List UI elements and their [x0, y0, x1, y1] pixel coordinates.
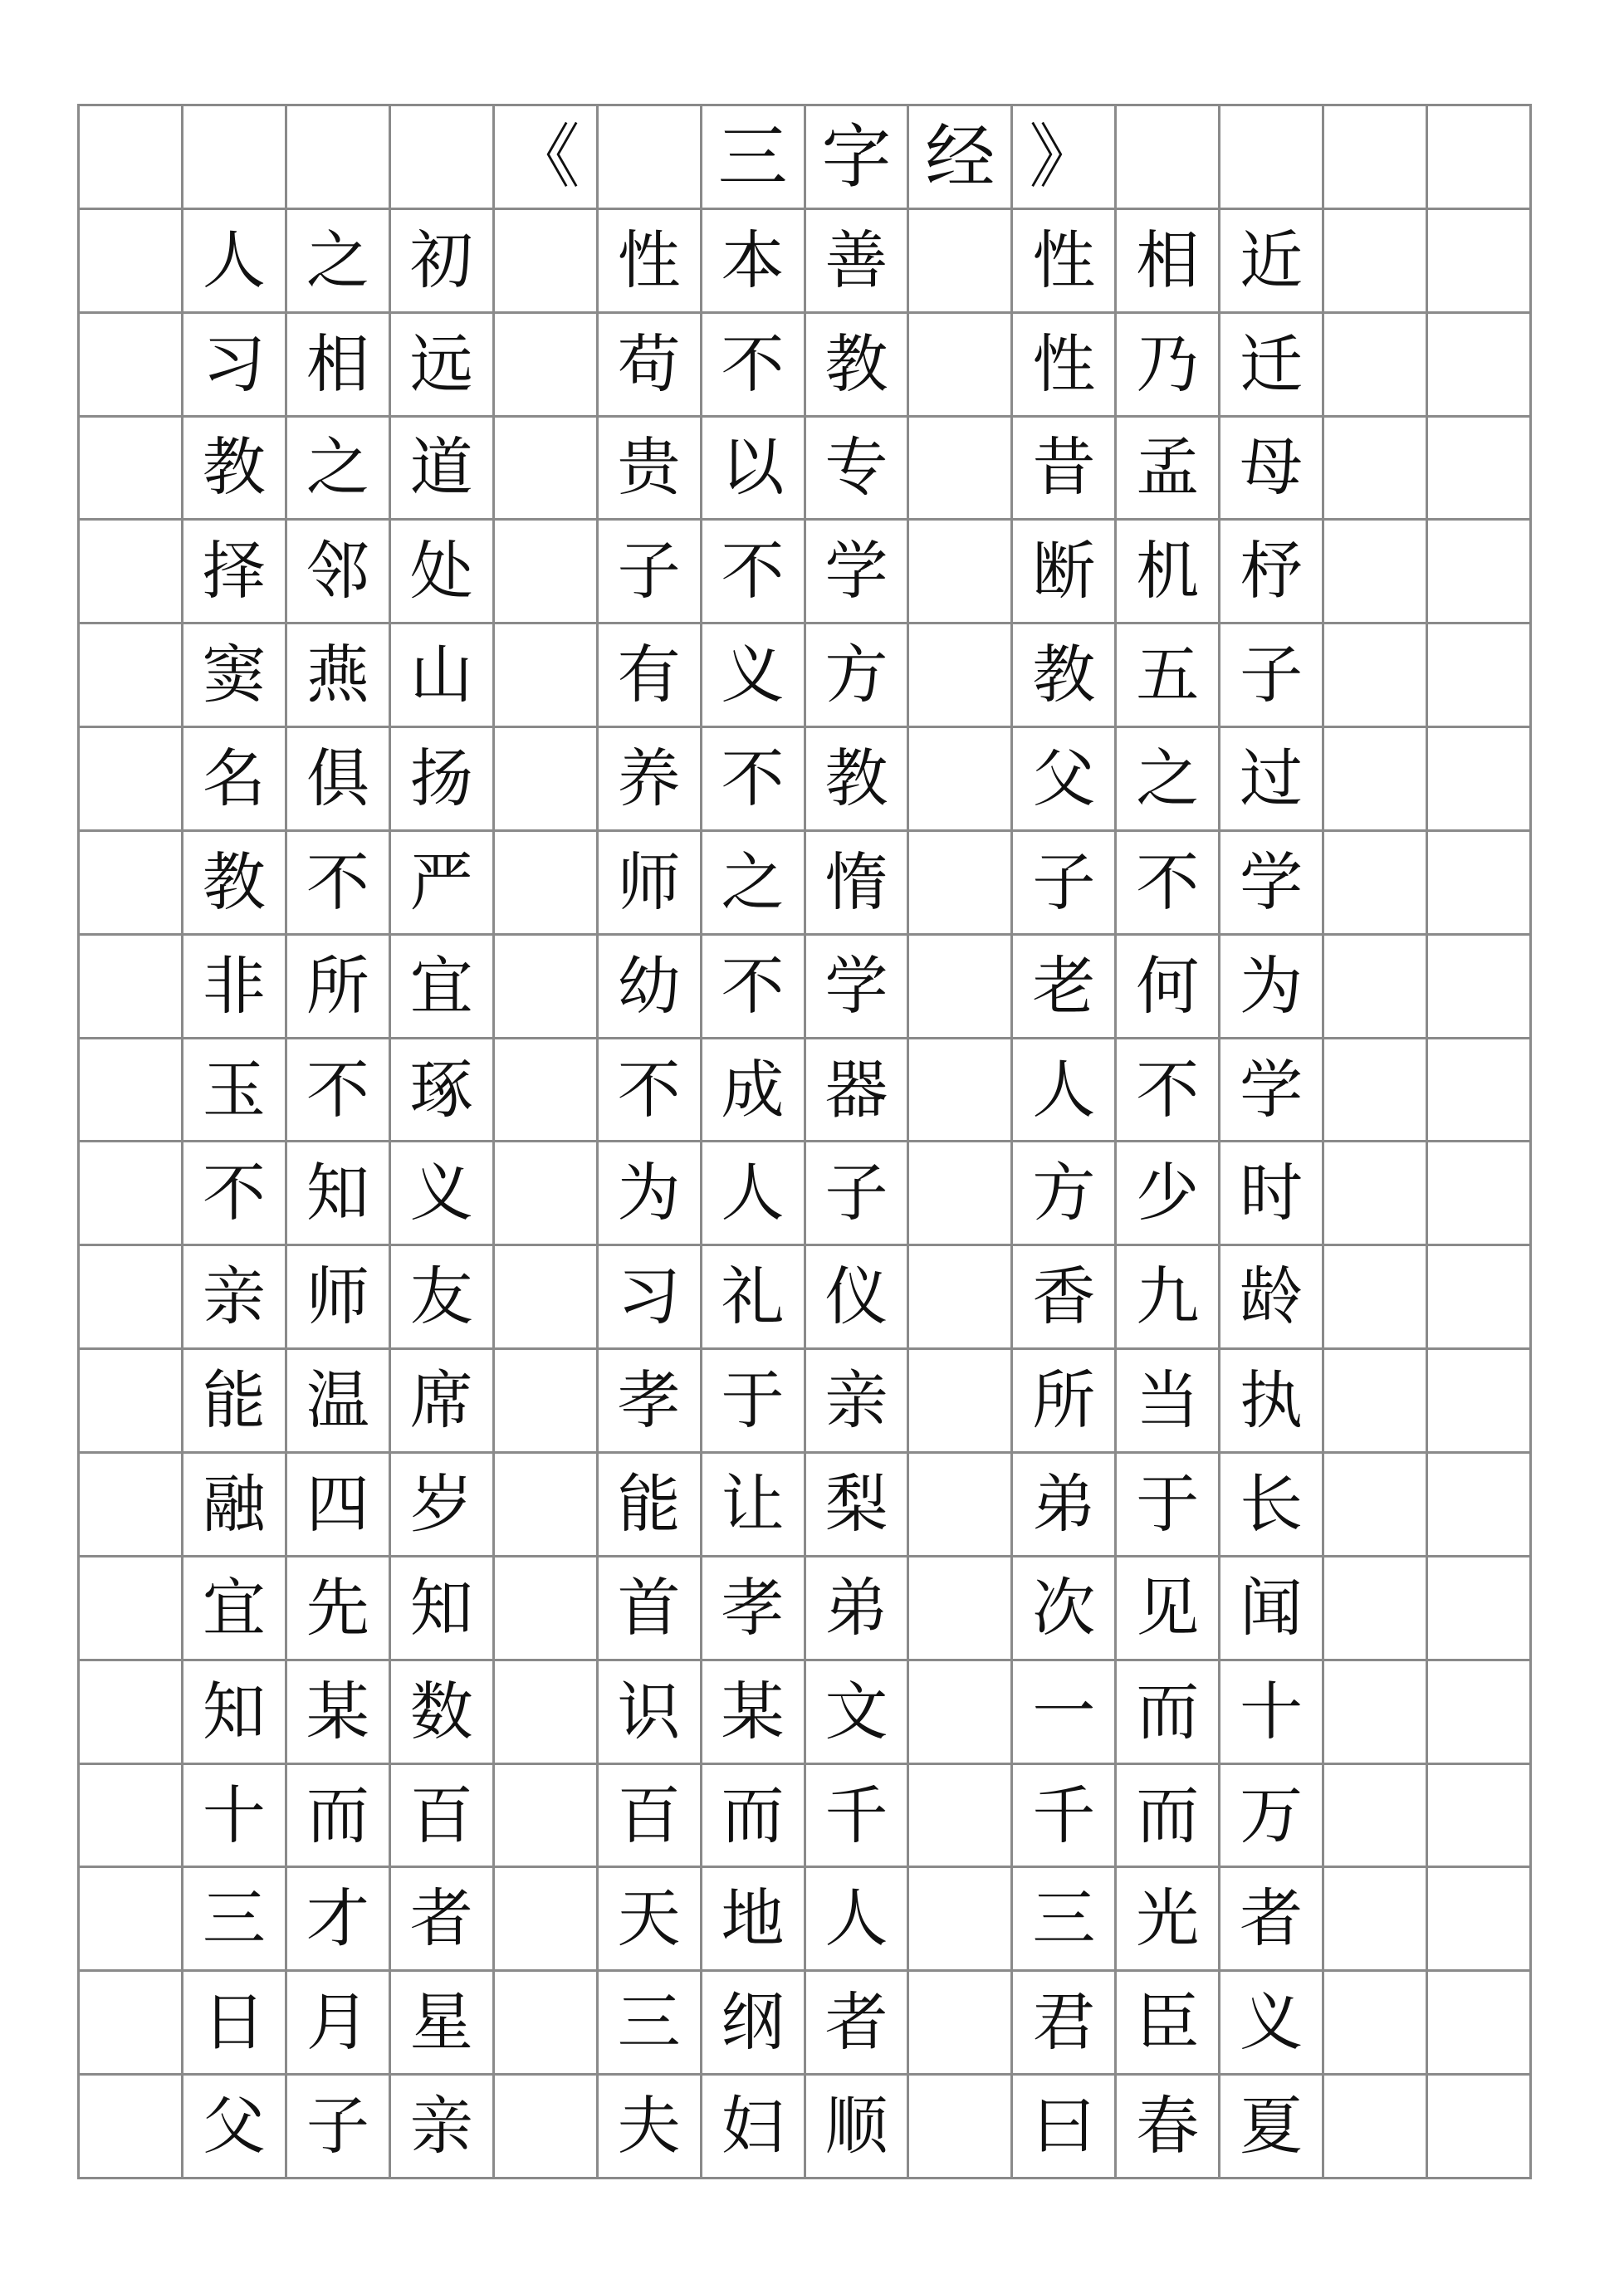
- verse-char: 次: [1010, 1555, 1114, 1659]
- verse-char: 玉: [181, 1037, 285, 1141]
- grid-cell-empty: [907, 415, 1010, 519]
- verse-char: 孟: [1114, 415, 1218, 519]
- grid-cell-empty: [1322, 829, 1426, 933]
- grid-cell-empty: [907, 1347, 1010, 1451]
- verse-char: 弟: [1010, 1451, 1114, 1555]
- verse-char: 专: [804, 415, 907, 519]
- verse-char: 子: [596, 518, 700, 622]
- verse-char: 严: [389, 829, 492, 933]
- verse-char: 贵: [596, 415, 700, 519]
- verse-char: 成: [700, 1037, 804, 1141]
- verse-char: 亲: [181, 1244, 285, 1347]
- verse-char: 人: [700, 1140, 804, 1244]
- title-close-bracket: 》: [1010, 104, 1114, 208]
- verse-char: 教: [181, 415, 285, 519]
- verse-char: 一: [1010, 1659, 1114, 1763]
- grid-cell-empty: [1426, 1037, 1529, 1141]
- grid-cell-empty: [907, 1659, 1010, 1763]
- grid-cell-empty: [907, 311, 1010, 415]
- verse-char: 母: [1218, 415, 1322, 519]
- grid-cell-empty: [1322, 1763, 1426, 1866]
- grid-cell-empty: [492, 415, 596, 519]
- verse-char: 百: [596, 1763, 700, 1866]
- verse-char: 之: [700, 829, 804, 933]
- grid-cell-empty: [1426, 1969, 1529, 2073]
- verse-char: 学: [804, 933, 907, 1037]
- grid-cell-empty: [1426, 1866, 1529, 1969]
- verse-char: 以: [700, 415, 804, 519]
- grid-cell-empty: [77, 1244, 181, 1347]
- verse-char: 人: [1010, 1037, 1114, 1141]
- verse-char: 习: [181, 311, 285, 415]
- verse-char: 名: [181, 726, 285, 829]
- verse-char: 见: [1114, 1555, 1218, 1659]
- verse-char: 父: [1010, 726, 1114, 829]
- grid-cell-empty: [492, 1347, 596, 1451]
- verse-char: 近: [1218, 208, 1322, 311]
- verse-char: 当: [1114, 1347, 1218, 1451]
- verse-char: 识: [596, 1659, 700, 1763]
- verse-char: 器: [804, 1037, 907, 1141]
- grid-cell-empty: [1426, 104, 1529, 208]
- verse-char: 窦: [181, 622, 285, 726]
- grid-cell-empty: [907, 1969, 1010, 2073]
- verse-char: 月: [285, 1969, 389, 2073]
- verse-char: 不: [596, 1037, 700, 1141]
- grid-cell-empty: [492, 622, 596, 726]
- verse-char: 所: [285, 933, 389, 1037]
- verse-char: 义: [389, 1140, 492, 1244]
- grid-cell-empty: [907, 1140, 1010, 1244]
- grid-cell-empty: [1322, 726, 1426, 829]
- verse-char: 苟: [596, 311, 700, 415]
- grid-cell-empty: [907, 2073, 1010, 2177]
- verse-char: 惰: [804, 829, 907, 933]
- verse-char: 不: [1114, 1037, 1218, 1141]
- verse-char: 本: [700, 208, 804, 311]
- verse-char: 龄: [1218, 1244, 1322, 1347]
- verse-char: 知: [389, 1555, 492, 1659]
- verse-char: 燕: [285, 622, 389, 726]
- grid-cell-empty: [77, 208, 181, 311]
- grid-cell-empty: [77, 622, 181, 726]
- verse-char: 岁: [389, 1451, 492, 1555]
- grid-cell-empty: [1114, 104, 1218, 208]
- grid-cell-empty: [1322, 518, 1426, 622]
- verse-char: 首: [596, 1555, 700, 1659]
- verse-char: 何: [1114, 933, 1218, 1037]
- verse-char: 某: [285, 1659, 389, 1763]
- grid-cell-empty: [77, 1037, 181, 1141]
- grid-cell-empty: [907, 1866, 1010, 1969]
- grid-cell-empty: [1322, 415, 1426, 519]
- verse-char: 孝: [700, 1555, 804, 1659]
- verse-char: 杼: [1218, 518, 1322, 622]
- verse-char: 十: [181, 1763, 285, 1866]
- verse-char: 不: [285, 1037, 389, 1141]
- verse-char: 方: [804, 622, 907, 726]
- verse-char: 三: [596, 1969, 700, 2073]
- verse-char: 不: [181, 1140, 285, 1244]
- verse-char: 邻: [285, 518, 389, 622]
- grid-cell-empty: [1426, 1659, 1529, 1763]
- grid-cell-empty: [181, 104, 285, 208]
- grid-cell-empty: [907, 208, 1010, 311]
- grid-cell-empty: [1426, 415, 1529, 519]
- grid-cell-empty: [77, 1866, 181, 1969]
- grid-cell-empty: [1426, 1244, 1529, 1347]
- verse-char: 温: [285, 1347, 389, 1451]
- verse-char: 十: [1218, 1659, 1322, 1763]
- grid-cell-empty: [1322, 1347, 1426, 1451]
- verse-char: 俱: [285, 726, 389, 829]
- verse-char: 夫: [596, 2073, 700, 2177]
- grid-cell-empty: [1322, 1969, 1426, 2073]
- grid-cell-empty: [1322, 1037, 1426, 1141]
- verse-char: 四: [285, 1451, 389, 1555]
- grid-cell-empty: [77, 1763, 181, 1866]
- grid-cell-empty: [1426, 2073, 1529, 2177]
- verse-char: 性: [1010, 311, 1114, 415]
- verse-char: 九: [1114, 1244, 1218, 1347]
- verse-char: 顺: [804, 2073, 907, 2177]
- verse-char: 文: [804, 1659, 907, 1763]
- verse-char: 性: [596, 208, 700, 311]
- verse-char: 百: [389, 1763, 492, 1866]
- grid-cell-empty: [1322, 1140, 1426, 1244]
- verse-char: 不: [700, 933, 804, 1037]
- grid-cell-empty: [1322, 2073, 1426, 2177]
- verse-char: 父: [181, 2073, 285, 2177]
- verse-char: 孝: [596, 1347, 700, 1451]
- verse-char: 不: [700, 726, 804, 829]
- grid-cell-empty: [1322, 104, 1426, 208]
- grid-cell-empty: [77, 1347, 181, 1451]
- verse-char: 臣: [1114, 1969, 1218, 2073]
- grid-cell-empty: [492, 208, 596, 311]
- verse-char: 日: [181, 1969, 285, 2073]
- verse-char: 学: [804, 518, 907, 622]
- verse-char: 夏: [1218, 2073, 1322, 2177]
- verse-char: 子: [285, 2073, 389, 2177]
- verse-char: 宜: [389, 933, 492, 1037]
- verse-char: 教: [804, 311, 907, 415]
- grid-cell-empty: [285, 104, 389, 208]
- grid-cell-empty: [77, 2073, 181, 2177]
- verse-char: 于: [700, 1347, 804, 1451]
- verse-char: 香: [1010, 1244, 1114, 1347]
- grid-cell-empty: [77, 104, 181, 208]
- verse-char: 知: [181, 1659, 285, 1763]
- grid-cell-empty: [77, 1451, 181, 1555]
- verse-char: 义: [1218, 1969, 1322, 2073]
- grid-cell-empty: [77, 829, 181, 933]
- verse-char: 能: [596, 1451, 700, 1555]
- verse-char: 而: [1114, 1659, 1218, 1763]
- verse-char: 相: [1114, 208, 1218, 311]
- verse-char: 方: [1010, 1140, 1114, 1244]
- verse-char: 为: [596, 1140, 700, 1244]
- verse-char: 处: [389, 518, 492, 622]
- grid-cell-empty: [907, 518, 1010, 622]
- grid-cell-empty: [1218, 104, 1322, 208]
- grid-cell-empty: [492, 311, 596, 415]
- verse-char: 而: [1114, 1763, 1218, 1866]
- verse-char: 子: [1010, 829, 1114, 933]
- verse-char: 不: [700, 311, 804, 415]
- verse-char: 择: [181, 518, 285, 622]
- verse-char: 千: [804, 1763, 907, 1866]
- grid-cell-empty: [1322, 1555, 1426, 1659]
- grid-cell-empty: [1426, 518, 1529, 622]
- grid-cell-empty: [1426, 1763, 1529, 1866]
- grid-cell-empty: [1322, 311, 1426, 415]
- grid-cell-empty: [1322, 1244, 1426, 1347]
- verse-char: 学: [1218, 1037, 1322, 1141]
- verse-char: 之: [1114, 726, 1218, 829]
- grid-cell-empty: [77, 1659, 181, 1763]
- verse-char: 礼: [700, 1244, 804, 1347]
- verse-char: 而: [700, 1763, 804, 1866]
- title-char: 三: [700, 104, 804, 208]
- grid-cell-empty: [907, 622, 1010, 726]
- grid-cell-empty: [492, 1866, 596, 1969]
- grid-cell-empty: [907, 933, 1010, 1037]
- verse-char: 者: [389, 1866, 492, 1969]
- verse-char: 子: [804, 1140, 907, 1244]
- verse-char: 万: [1218, 1763, 1322, 1866]
- verse-char: 三: [1010, 1866, 1114, 1969]
- verse-char: 千: [1010, 1763, 1114, 1866]
- verse-char: 席: [389, 1347, 492, 1451]
- verse-char: 养: [596, 726, 700, 829]
- grid-cell-empty: [1322, 622, 1426, 726]
- grid-cell-empty: [77, 1555, 181, 1659]
- grid-cell-empty: [77, 518, 181, 622]
- grid-cell-empty: [492, 1763, 596, 1866]
- verse-char: 非: [181, 933, 285, 1037]
- verse-char: 远: [389, 311, 492, 415]
- verse-char: 相: [285, 311, 389, 415]
- verse-char: 春: [1114, 2073, 1218, 2177]
- verse-char: 星: [389, 1969, 492, 2073]
- verse-char: 道: [389, 415, 492, 519]
- verse-char: 不: [700, 518, 804, 622]
- grid-cell-empty: [907, 1244, 1010, 1347]
- verse-char: 不: [1114, 829, 1218, 933]
- verse-char: 弟: [804, 1555, 907, 1659]
- verse-char: 于: [1114, 1451, 1218, 1555]
- grid-cell-empty: [492, 1451, 596, 1555]
- verse-char: 而: [285, 1763, 389, 1866]
- verse-char: 三: [181, 1866, 285, 1969]
- grid-cell-empty: [1322, 1451, 1426, 1555]
- grid-cell-empty: [77, 1140, 181, 1244]
- verse-char: 融: [181, 1451, 285, 1555]
- grid-cell-empty: [492, 829, 596, 933]
- verse-char: 师: [596, 829, 700, 933]
- title-open-bracket: 《: [492, 104, 596, 208]
- grid-cell-empty: [907, 1555, 1010, 1659]
- verse-char: 之: [285, 415, 389, 519]
- verse-char: 知: [285, 1140, 389, 1244]
- title-char: 字: [804, 104, 907, 208]
- verse-char: 断: [1010, 518, 1114, 622]
- grid-cell-empty: [492, 1140, 596, 1244]
- grid-cell-empty: [492, 1659, 596, 1763]
- verse-char: 师: [285, 1244, 389, 1347]
- verse-char: 老: [1010, 933, 1114, 1037]
- verse-char: 扬: [389, 726, 492, 829]
- verse-char: 妇: [700, 2073, 804, 2177]
- grid-cell-empty: [1426, 1347, 1529, 1451]
- grid-cell-empty: [492, 933, 596, 1037]
- verse-char: 教: [181, 829, 285, 933]
- verse-char: 某: [700, 1659, 804, 1763]
- verse-char: 人: [181, 208, 285, 311]
- verse-char: 学: [1218, 829, 1322, 933]
- verse-char: 光: [1114, 1866, 1218, 1969]
- verse-char: 山: [389, 622, 492, 726]
- grid-cell-empty: [907, 1037, 1010, 1141]
- grid-cell-empty: [1322, 208, 1426, 311]
- grid-cell-empty: [77, 726, 181, 829]
- verse-char: 才: [285, 1866, 389, 1969]
- verse-char: 五: [1114, 622, 1218, 726]
- verse-char: 长: [1218, 1451, 1322, 1555]
- verse-char: 所: [1010, 1347, 1114, 1451]
- grid-cell-empty: [77, 415, 181, 519]
- verse-char: 先: [285, 1555, 389, 1659]
- verse-char: 教: [1010, 622, 1114, 726]
- verse-char: 能: [181, 1347, 285, 1451]
- grid-cell-empty: [492, 1244, 596, 1347]
- grid-cell-empty: [907, 726, 1010, 829]
- verse-char: 少: [1114, 1140, 1218, 1244]
- verse-char: 宜: [181, 1555, 285, 1659]
- grid-cell-empty: [907, 1451, 1010, 1555]
- title-char: 经: [907, 104, 1010, 208]
- grid-cell-empty: [1426, 933, 1529, 1037]
- grid-cell-empty: [1426, 829, 1529, 933]
- verse-char: 执: [1218, 1347, 1322, 1451]
- verse-char: 子: [1218, 622, 1322, 726]
- grid-cell-empty: [389, 104, 492, 208]
- grid-cell-empty: [77, 311, 181, 415]
- verse-char: 者: [1218, 1866, 1322, 1969]
- verse-char: 曰: [1010, 2073, 1114, 2177]
- grid-cell-empty: [1322, 1659, 1426, 1763]
- verse-char: 君: [1010, 1969, 1114, 2073]
- verse-char: 习: [596, 1244, 700, 1347]
- verse-char: 琢: [389, 1037, 492, 1141]
- verse-char: 过: [1218, 726, 1322, 829]
- verse-char: 有: [596, 622, 700, 726]
- verse-char: 亲: [804, 1347, 907, 1451]
- grid-cell-empty: [492, 1969, 596, 2073]
- verse-char: 亲: [389, 2073, 492, 2177]
- verse-char: 梨: [804, 1451, 907, 1555]
- verse-char: 时: [1218, 1140, 1322, 1244]
- verse-char: 善: [804, 208, 907, 311]
- grid-cell-empty: [1426, 311, 1529, 415]
- verse-char: 纲: [700, 1969, 804, 2073]
- grid-cell-empty: [492, 726, 596, 829]
- verse-char: 初: [389, 208, 492, 311]
- grid-cell-empty: [1322, 1866, 1426, 1969]
- verse-char: 机: [1114, 518, 1218, 622]
- verse-char: 昔: [1010, 415, 1114, 519]
- practice-grid: [77, 104, 1532, 2179]
- verse-char: 友: [389, 1244, 492, 1347]
- grid-cell-empty: [1426, 208, 1529, 311]
- verse-char: 乃: [1114, 311, 1218, 415]
- grid-cell-empty: [492, 518, 596, 622]
- verse-char: 人: [804, 1866, 907, 1969]
- grid-cell-empty: [1322, 933, 1426, 1037]
- verse-char: 不: [285, 829, 389, 933]
- grid-cell-empty: [596, 104, 700, 208]
- grid-cell-empty: [492, 1555, 596, 1659]
- grid-cell-empty: [1426, 622, 1529, 726]
- verse-char: 之: [285, 208, 389, 311]
- verse-char: 仪: [804, 1244, 907, 1347]
- grid-cell-empty: [907, 829, 1010, 933]
- grid-cell-empty: [77, 1969, 181, 2073]
- grid-cell-empty: [77, 933, 181, 1037]
- verse-char: 义: [700, 622, 804, 726]
- grid-cell-empty: [1426, 1451, 1529, 1555]
- verse-char: 性: [1010, 208, 1114, 311]
- verse-char: 教: [804, 726, 907, 829]
- verse-char: 地: [700, 1866, 804, 1969]
- grid-cell-empty: [1426, 1140, 1529, 1244]
- grid-cell-empty: [1426, 1555, 1529, 1659]
- verse-char: 天: [596, 1866, 700, 1969]
- verse-char: 数: [389, 1659, 492, 1763]
- grid-cell-empty: [492, 2073, 596, 2177]
- verse-char: 幼: [596, 933, 700, 1037]
- verse-char: 闻: [1218, 1555, 1322, 1659]
- verse-char: 让: [700, 1451, 804, 1555]
- grid-cell-empty: [1426, 726, 1529, 829]
- verse-char: 迁: [1218, 311, 1322, 415]
- verse-char: 者: [804, 1969, 907, 2073]
- grid-cell-empty: [907, 1763, 1010, 1866]
- grid-cell-empty: [492, 1037, 596, 1141]
- verse-char: 为: [1218, 933, 1322, 1037]
